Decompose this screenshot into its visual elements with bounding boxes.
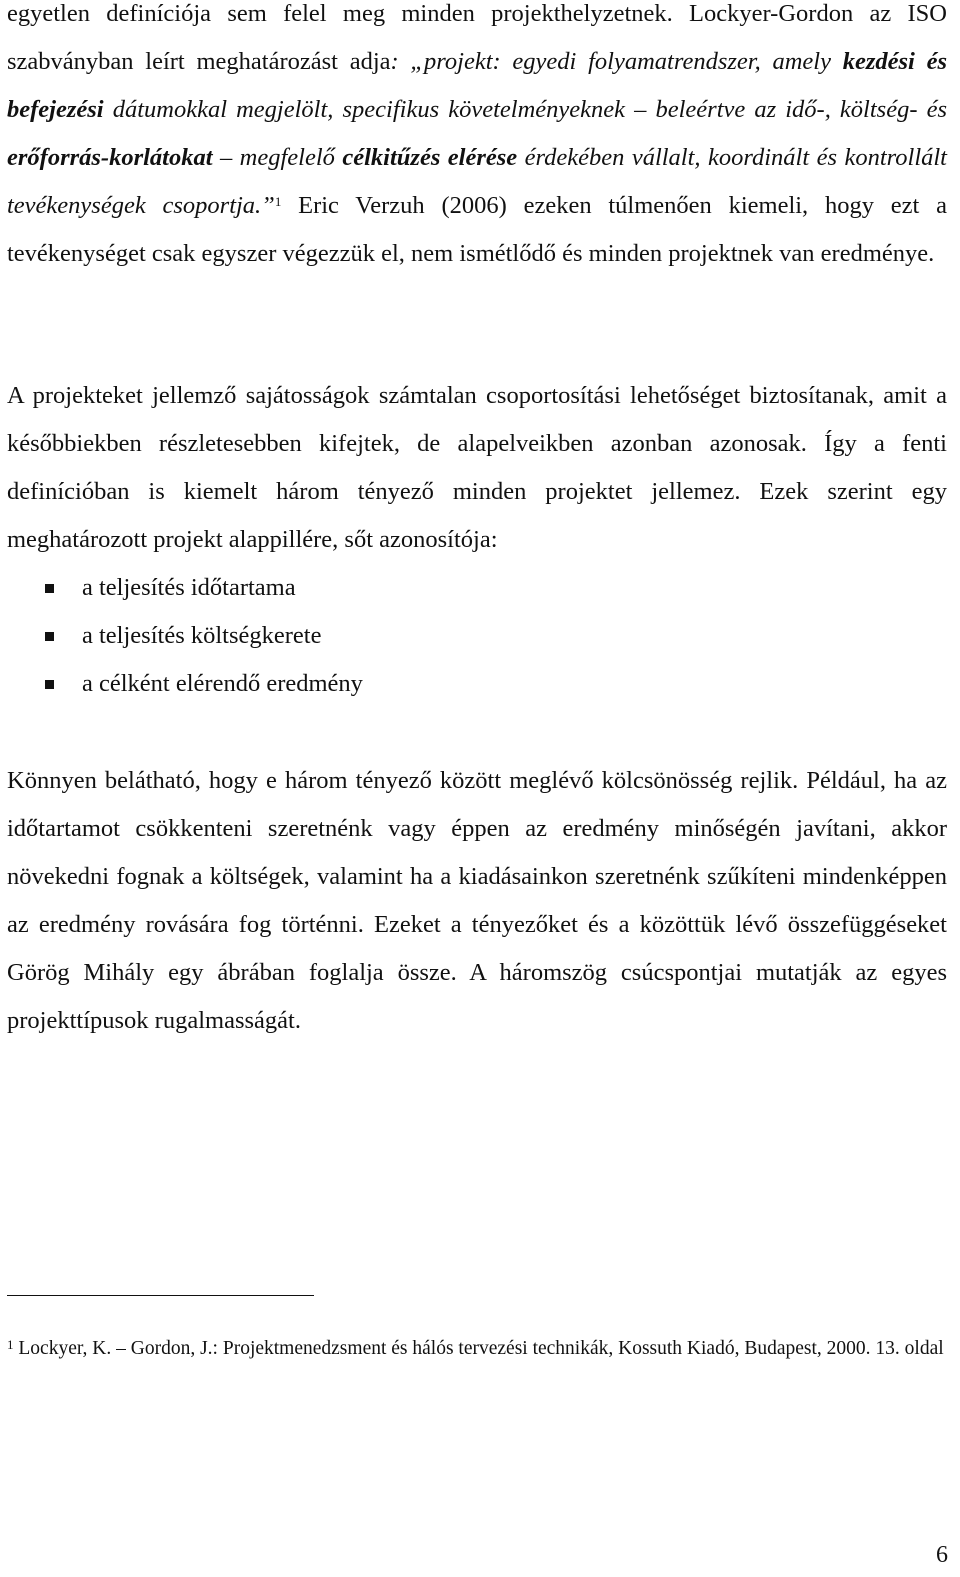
footnote-text: Lockyer, K. – Gordon, J.: Projektmenedzsment és hálós tervezési technikák, Kossuth Kiadó, Budapest, 2000. 13. oldal [13,1338,944,1359]
paragraph-interdependence: Könnyen belátható, hogy e három tényező között meglévő kölcsönösség rejlik. Például, ha az időtartamot csökkenteni szeretnénk vagy éppen az eredmény minőségén javítani, akkor növekedni fognak a költségek, valamint ha a kiadásainkon szeretnénk szűkíteni mindenképpen az eredmény rovására fog történni. Ezeket a tényezőket és a közöttük lévő összefüggéseket Görög Mihály egy ábrában foglalja össze. A háromszög csúcspontjai mutatják az egyes projekttípusok rugalmasságát. [7,767,947,1034]
bullet-list [7,564,947,708]
footnote-reference: 1 [274,194,282,209]
quote-run: – megfelelő [212,144,343,171]
list-item-text: a teljesítés időtartama [82,574,296,601]
list-item [7,660,947,708]
square-bullet-icon [45,632,54,641]
list-item-text: a teljesítés költségkerete [82,622,322,649]
square-bullet-icon [45,680,54,689]
quote-run: : „projekt: egyedi folyamatrendszer, amely [390,48,843,75]
emphasis-goal: célkitűzés elérése [342,144,518,171]
square-bullet-icon [45,584,54,593]
quote-run: érdekében vállalt, koordinált és kontrollált tevékenységek csoportja.” [7,144,947,219]
emphasis-start-end: kezdési és befejezési [7,48,947,123]
page-number: 6 [936,1542,948,1568]
footnote [7,1330,957,1367]
paragraph-characteristics: A projekteket jellemző sajátosságok számtalan csoportosítási lehetőséget biztosítanak, amit a későbbiekben részletesebben kifejtek, de alapelveikben azonban azonosak. Így a fenti definícióban is kiemelt három tényező minden projektet jellemez. Ezek szerint egy meghatározott projekt alappillére, sőt azonosítója: [7,382,947,553]
quote-run: dátumokkal megjelölt, specifikus követelményeknek – beleértve az idő-, költség- és [103,96,947,123]
list-item-text: a célként elérendő eredmény [82,670,363,697]
text-run: egyetlen definíciója sem felel meg minden projekthelyzetnek. Lockyer-Gordon az ISO szabványban leírt meghatározást adja [7,0,947,75]
list-item [7,564,947,612]
list-item [7,612,947,660]
text-run: Eric Verzuh (2006) ezeken túlmenően kiemeli, hogy ezt a tevékenységet csak egyszer végezzük el, nem ismétlődő és minden projektnek van eredménye. [7,192,947,267]
footnote-separator [7,1295,314,1296]
paragraph-project-definition [7,0,947,278]
emphasis-resource-limits: erőforrás-korlátokat [7,144,213,171]
footnote-number: 1 [7,1337,14,1352]
